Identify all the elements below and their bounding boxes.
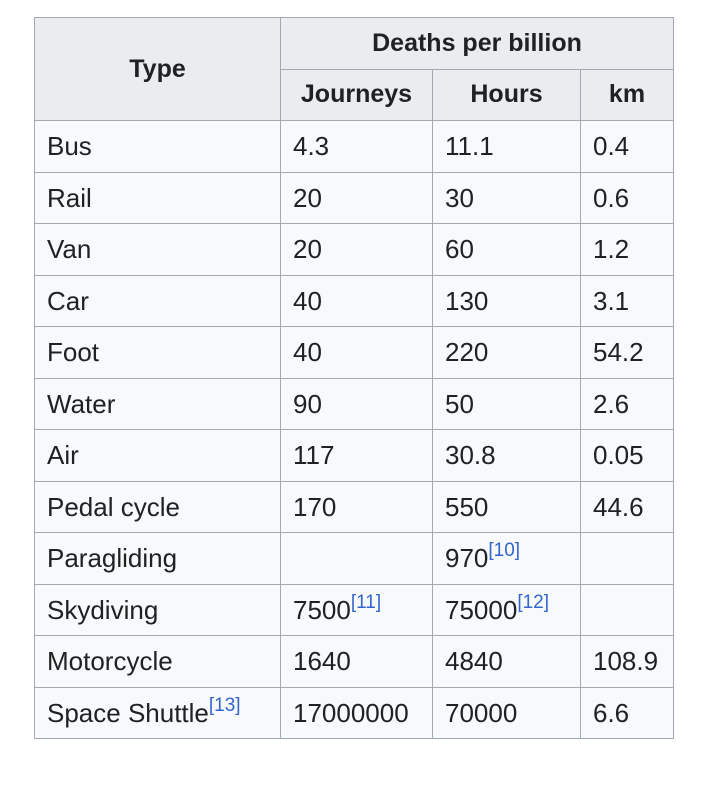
cell-hours xyxy=(433,430,581,482)
table-row xyxy=(35,378,674,430)
cell-km-value: 0.05 xyxy=(593,440,644,471)
cell-hours-value: 220 xyxy=(445,337,489,368)
cell-type xyxy=(35,327,281,379)
cell-journeys-value: 17000000 xyxy=(293,697,409,728)
cell-km-value: 0.6 xyxy=(593,182,630,213)
table-row xyxy=(35,172,674,224)
cell-type xyxy=(35,533,281,585)
cell-hours xyxy=(433,533,581,585)
cell-km-value: 44.6 xyxy=(593,491,644,522)
cell-type xyxy=(35,584,281,636)
table-row xyxy=(35,121,674,173)
cell-km-value: 1.2 xyxy=(593,234,630,265)
cell-journeys-value: 40 xyxy=(293,285,322,316)
cell-km xyxy=(581,121,674,173)
cell-km xyxy=(581,224,674,276)
cell-type-value: Skydiving xyxy=(47,594,159,625)
cell-hours-value: 50 xyxy=(445,388,474,419)
cell-type-value: Paragliding xyxy=(47,543,178,574)
cell-journeys-value: 20 xyxy=(293,234,322,265)
cell-journeys-value: 170 xyxy=(293,491,337,522)
cell-journeys-value: 1640 xyxy=(293,646,351,677)
cell-hours-value: 970 xyxy=(445,543,489,574)
cell-type-value: Car xyxy=(47,285,89,316)
cell-hours-value: 30.8 xyxy=(445,440,496,471)
header-type: Type xyxy=(35,18,281,121)
cell-hours xyxy=(433,224,581,276)
table-row xyxy=(35,481,674,533)
cell-journeys-value: 20 xyxy=(293,182,322,213)
cell-type xyxy=(35,172,281,224)
cell-hours-value: 4840 xyxy=(445,646,503,677)
cell-km-value: 3.1 xyxy=(593,285,630,316)
cell-type xyxy=(35,687,281,739)
cell-hours-value: 30 xyxy=(445,182,474,213)
cell-type xyxy=(35,224,281,276)
cell-km-value: 108.9 xyxy=(593,646,659,677)
cell-type xyxy=(35,275,281,327)
cell-km-value: 2.6 xyxy=(593,388,630,419)
cell-km xyxy=(581,430,674,482)
table-row xyxy=(35,224,674,276)
cell-hours xyxy=(433,172,581,224)
cell-journeys xyxy=(281,121,433,173)
table-row xyxy=(35,533,674,585)
cell-type-value: Space Shuttle xyxy=(47,697,209,728)
header-hours: Hours xyxy=(433,69,581,121)
cell-km xyxy=(581,172,674,224)
cell-hours-value: 11.1 xyxy=(445,131,494,162)
citation-ref xyxy=(488,540,520,561)
cell-hours xyxy=(433,275,581,327)
cell-journeys xyxy=(281,172,433,224)
cell-type-value: Water xyxy=(47,388,116,419)
cell-km-value: 6.6 xyxy=(593,697,630,728)
cell-km xyxy=(581,533,674,585)
cell-type-value: Air xyxy=(47,440,79,471)
cell-km xyxy=(581,687,674,739)
cell-km-value: 54.2 xyxy=(593,337,644,368)
cell-hours xyxy=(433,584,581,636)
cell-journeys xyxy=(281,533,433,585)
cell-journeys xyxy=(281,327,433,379)
cell-km-value: 0.4 xyxy=(593,131,630,162)
cell-hours xyxy=(433,636,581,688)
cell-hours-value: 75000 xyxy=(445,594,518,625)
cell-type xyxy=(35,121,281,173)
table-row xyxy=(35,687,674,739)
cell-km xyxy=(581,636,674,688)
cell-journeys xyxy=(281,584,433,636)
cell-journeys xyxy=(281,636,433,688)
citation-link[interactable]: [12] xyxy=(517,591,550,613)
cell-type xyxy=(35,481,281,533)
cell-hours xyxy=(433,121,581,173)
cell-journeys-value: 7500 xyxy=(293,594,351,625)
cell-journeys xyxy=(281,224,433,276)
citation-link[interactable]: [13] xyxy=(208,694,241,716)
cell-journeys-value: 40 xyxy=(293,337,322,368)
cell-km xyxy=(581,584,674,636)
cell-type-value: Motorcycle xyxy=(47,646,173,677)
cell-hours-value: 130 xyxy=(445,285,489,316)
cell-hours xyxy=(433,327,581,379)
cell-hours xyxy=(433,481,581,533)
cell-km xyxy=(581,481,674,533)
cell-journeys xyxy=(281,275,433,327)
cell-type xyxy=(35,378,281,430)
table-row xyxy=(35,584,674,636)
cell-hours-value: 550 xyxy=(445,491,489,522)
cell-type xyxy=(35,636,281,688)
table-body xyxy=(35,121,674,739)
cell-type-value: Van xyxy=(47,234,92,265)
cell-hours xyxy=(433,378,581,430)
cell-journeys xyxy=(281,430,433,482)
citation-ref xyxy=(351,592,381,613)
cell-journeys xyxy=(281,378,433,430)
table-header xyxy=(35,18,674,121)
citation-link[interactable]: [10] xyxy=(488,540,521,562)
table-row xyxy=(35,327,674,379)
citation-link[interactable]: [11] xyxy=(350,591,382,613)
cell-type-value: Rail xyxy=(47,182,92,213)
header-deaths-per-billion: Deaths per billion xyxy=(281,18,674,70)
cell-km xyxy=(581,327,674,379)
cell-journeys xyxy=(281,687,433,739)
cell-type-value: Pedal cycle xyxy=(47,491,180,522)
cell-journeys xyxy=(281,481,433,533)
deaths-per-billion-table xyxy=(34,17,674,739)
citation-ref xyxy=(517,592,549,613)
cell-hours-value: 60 xyxy=(445,234,474,265)
cell-type-value: Bus xyxy=(47,131,92,162)
cell-journeys-value: 117 xyxy=(293,440,335,471)
table-row xyxy=(35,275,674,327)
cell-km xyxy=(581,275,674,327)
table-row xyxy=(35,636,674,688)
cell-type-value: Foot xyxy=(47,337,100,368)
table-row xyxy=(35,430,674,482)
cell-hours-value: 70000 xyxy=(445,697,518,728)
header-journeys: Journeys xyxy=(281,69,433,121)
header-row-1 xyxy=(35,18,674,70)
cell-journeys-value: 90 xyxy=(293,388,322,419)
header-km: km xyxy=(581,69,674,121)
cell-type xyxy=(35,430,281,482)
cell-km xyxy=(581,378,674,430)
citation-ref xyxy=(209,695,241,716)
cell-journeys-value: 4.3 xyxy=(293,131,330,162)
cell-hours xyxy=(433,687,581,739)
